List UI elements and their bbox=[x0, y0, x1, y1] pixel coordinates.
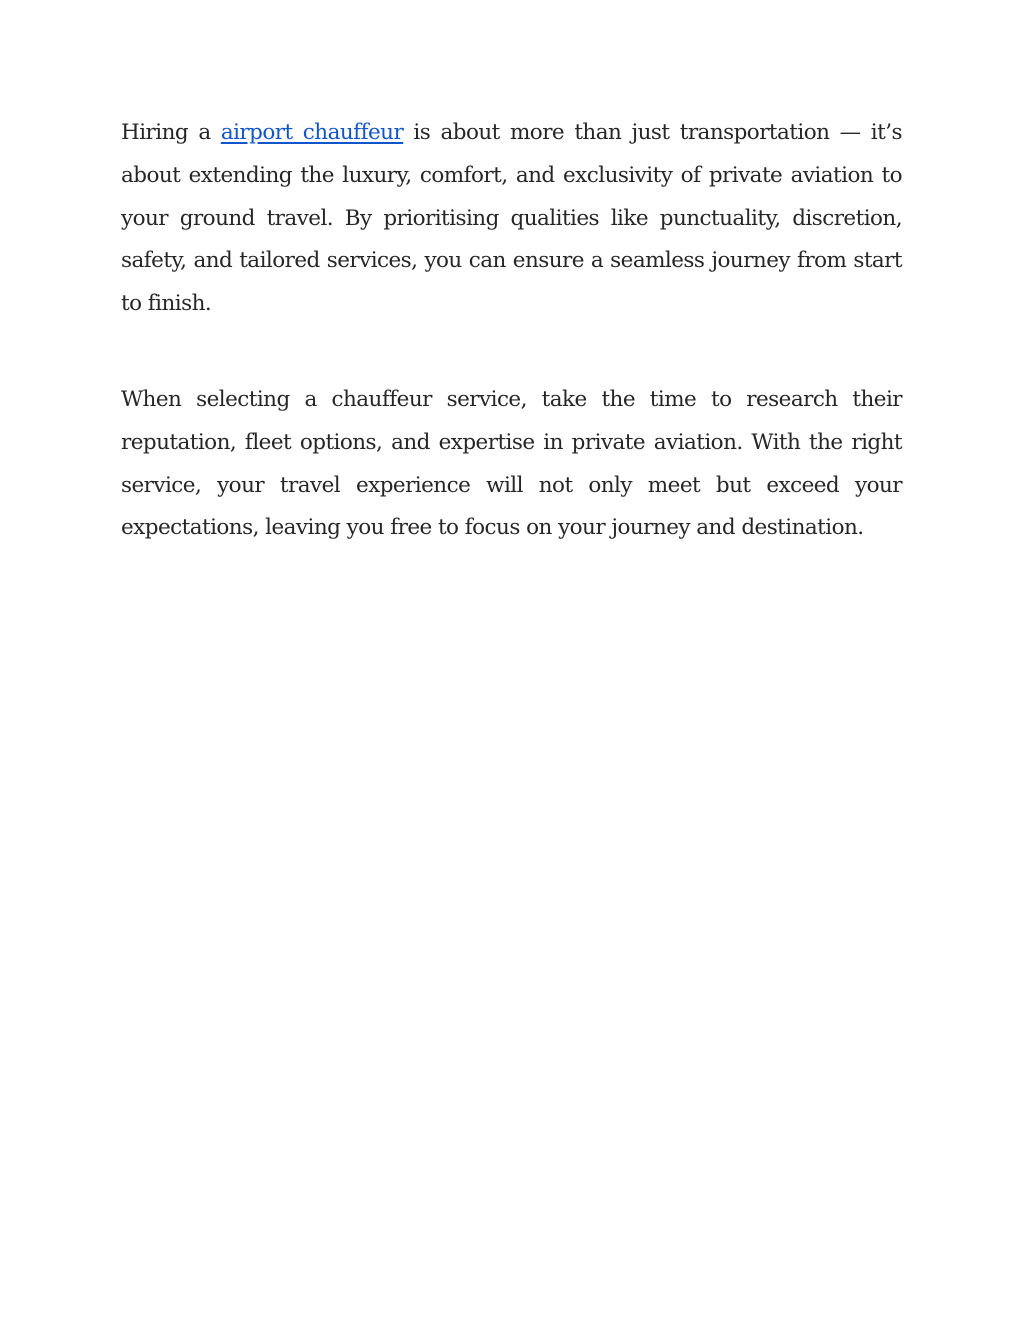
paragraph-selection: When selecting a chauffeur service, take the time to research their reputation, fleet options, and expertise in private aviation. With the right service, your travel experience will not only meet but exceed your expectations, leaving you free to focus on your journey and destination. bbox=[121, 386, 902, 541]
paragraph-intro-text-end: is about more than just transportation — it’s about extending the luxury, comfort, and exclusivity of private aviation to your ground travel. By prioritising qualities like punctuality, discretion, safety, and tailored services, you can ensure a seamless journey from start to finish. bbox=[121, 120, 902, 317]
paragraph-intro-text-start: Hiring a bbox=[121, 120, 221, 145]
airport-chauffeur-link[interactable]: airport chauffeur bbox=[220, 120, 404, 145]
paragraph-intro bbox=[121, 112, 902, 326]
document-body bbox=[121, 112, 902, 603]
